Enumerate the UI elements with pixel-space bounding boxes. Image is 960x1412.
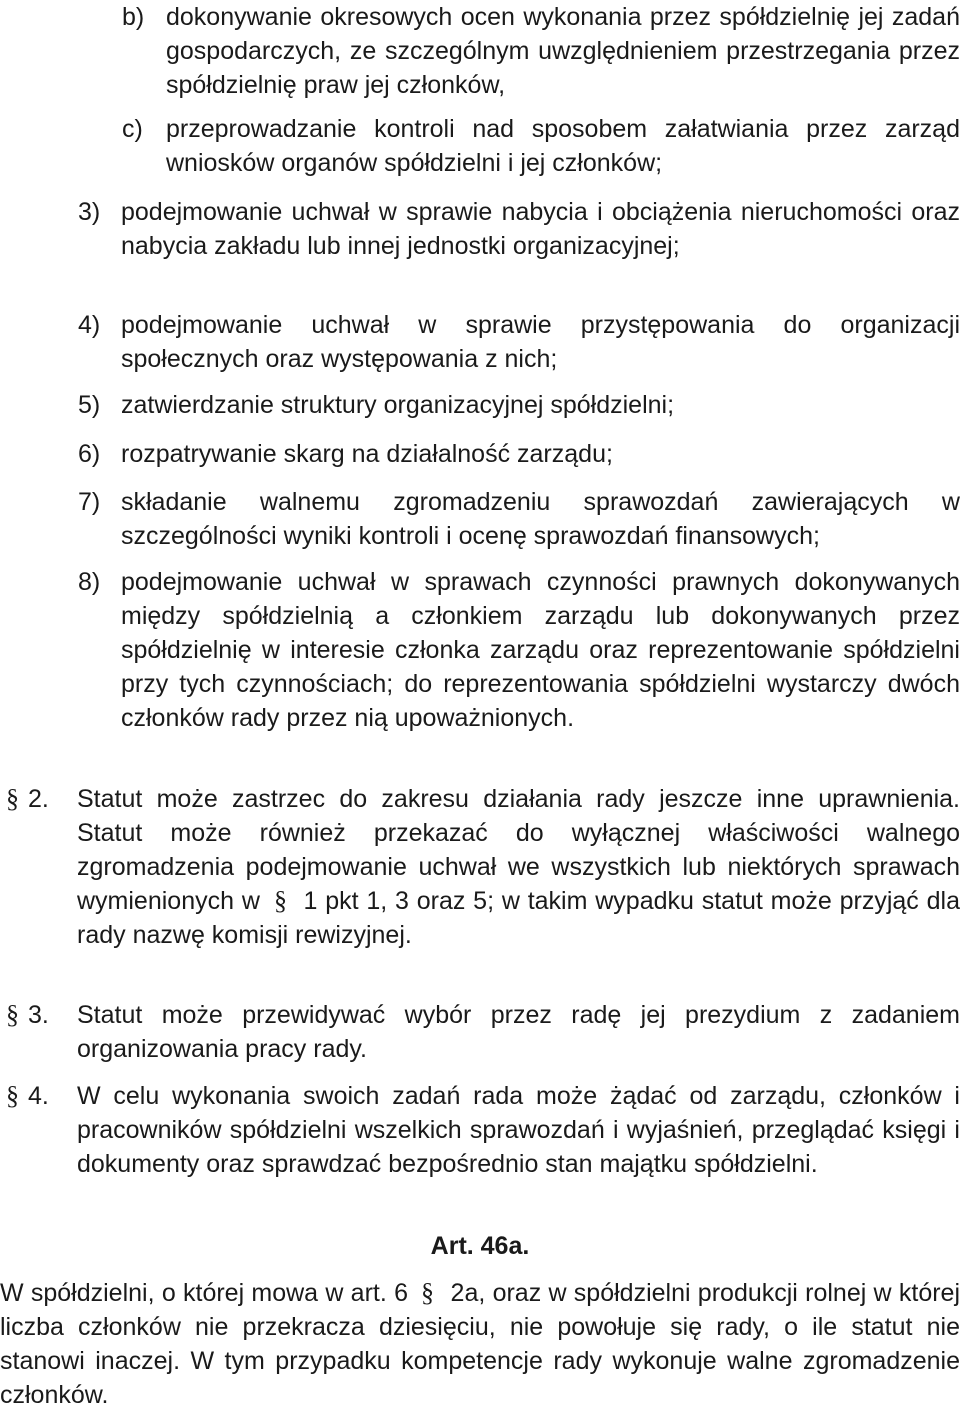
list-item-5 [0,388,960,422]
paragraph-4 [0,1079,960,1181]
item-marker: 3) [78,198,101,226]
list-item-3 [0,195,960,263]
paragraph-3 [0,998,960,1066]
item-text: składanie walnemu zgromadzeniu sprawozdań zawierających w szczególności wyniki kontroli i ocenę sprawozdań finansowych; [121,488,960,550]
paragraph-number [0,782,77,816]
list-item-7 [0,485,960,553]
paragraph-text: Statut może przewidywać wybór przez radę jej prezydium z zadaniem organizowania pracy rady. [77,1001,960,1063]
item-text: podejmowanie uchwał w sprawie przystępowania do organizacji społecznych oraz występowania z nich; [121,311,960,373]
item-text: przeprowadzanie kontroli nad sposobem załatwiania przez zarząd wniosków organów spółdzielni i jej członków; [166,115,960,177]
item-marker: 8) [78,568,101,596]
item-text: podejmowanie uchwał w sprawie nabycia i obciążenia nieruchomości oraz nabycia zakładu lub innej jednostki organizacyjnej; [121,198,960,260]
list-item-c [0,112,960,180]
paragraph-text-start: Statut może zastrzec do zakresu działania rady jeszcze inne uprawnienia. Statut może również przekazać do wyłącznej właściwości walnego zgromadzenia podejmowanie uchwał we wszystkich lub niektórych sprawach wymienionych w [77,785,960,915]
list-item-4 [0,308,960,376]
svg-text:§: § [273,888,287,914]
paragraph-number [0,1079,77,1113]
svg-text:§: § [6,786,19,812]
article-text [0,1276,960,1412]
paragraph-text: W celu wykonania swoich zadań rada może żądać od zarządu, członków i pracowników spółdzielni wszelkich sprawozdań i wyjaśnień, przeglądać księgi i dokumenty oraz sprawdzać bezpośrednio stan majątku spółdzielni. [77,1082,960,1178]
paragraph-number-label: 2. [28,785,49,813]
section-sign-icon [415,1276,443,1310]
item-text: dokonywanie okresowych ocen wykonania przez spółdzielnię jej zadań gospodarczych, ze szczególnym uwzględnieniem przestrzegania przez spółdzielnię praw jej członków, [166,3,960,99]
section-sign-icon [0,1079,28,1113]
item-marker: 5) [78,391,101,419]
paragraph-number-label: 4. [28,1082,49,1110]
section-sign-icon [0,782,28,816]
article-title: Art. 46a. [430,1232,530,1260]
svg-text:§: § [6,1083,19,1109]
list-item-6 [0,437,960,471]
list-item-b [0,0,960,102]
item-text: zatwierdzanie struktury organizacyjnej spółdzielni; [121,391,675,419]
article-text-end: 2a, oraz w spółdzielni produkcji rolnej w której liczba członków nie przekracza dziesięciu, nie powołuje się rady, o ile statut nie stanowi inaczej. W tym przypadku kompetencje rady wykonuje walne zgromadzenie członków. [0,1279,960,1409]
article-text-start: W spółdzielni, o której mowa w art. 6 [0,1279,408,1307]
section-sign-icon [0,998,28,1032]
section-sign-icon [268,884,296,918]
item-marker: 4) [78,311,101,339]
item-marker: 6) [78,440,101,468]
paragraph-text [77,782,960,952]
svg-text:§: § [421,1280,435,1306]
item-text: rozpatrywanie skarg na działalność zarządu; [121,440,613,468]
item-text: podejmowanie uchwał w sprawach czynności prawnych dokonywanych między spółdzielnią a członkiem zarządu lub dokonywanych przez spółdzielnię w interesie członka zarządu oraz reprezentowanie spółdzielni przy tych czynnościach; do reprezentowania spółdzielni wystarczy dwóch członków rady przez nią upoważnionych. [121,568,960,732]
paragraph-text-end: 1 pkt 1, 3 oraz 5; w takim wypadku statut może przyjąć dla rady nazwę komisji rewizyjnej. [77,887,960,949]
paragraph-number [0,998,77,1032]
svg-text:§: § [6,1002,19,1028]
item-marker: c) [122,115,143,143]
list-item-8 [0,565,960,735]
paragraph-2 [0,782,960,952]
paragraph-number-label: 3. [28,1001,49,1029]
item-marker: b) [122,3,145,31]
item-marker: 7) [78,488,101,516]
article-body [0,1276,960,1412]
